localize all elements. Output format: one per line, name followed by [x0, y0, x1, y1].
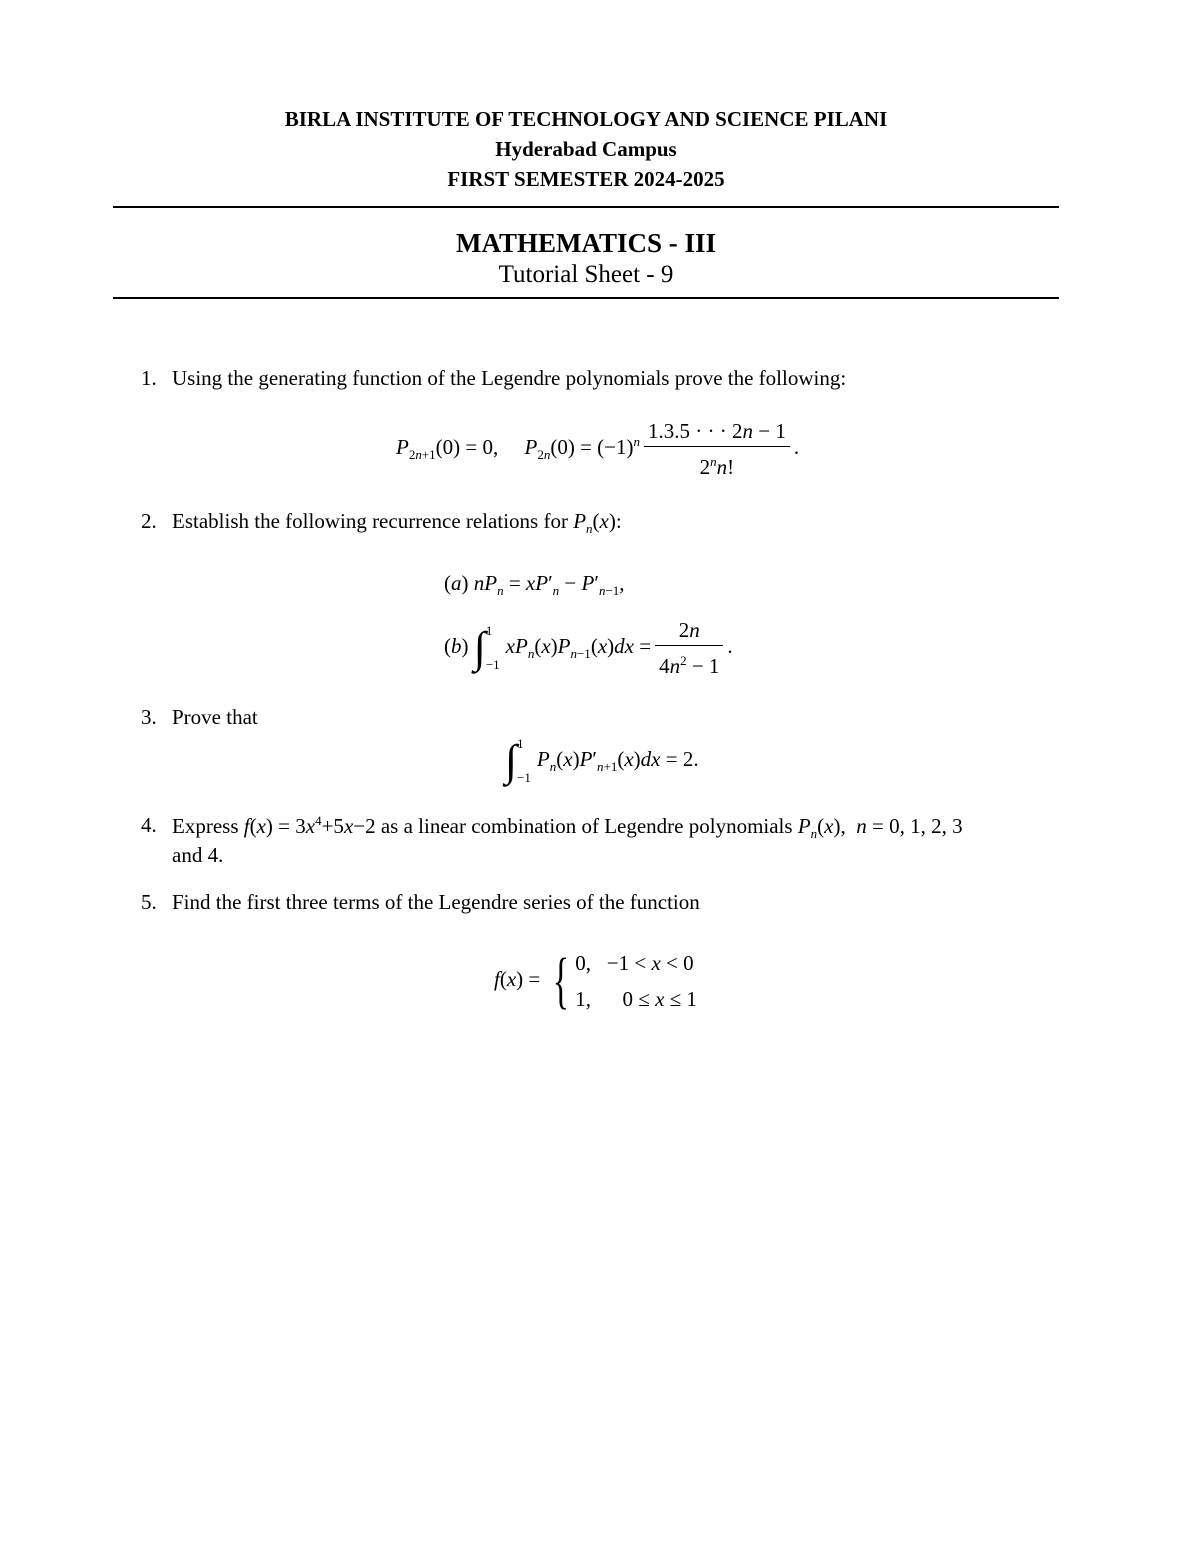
question-1-equation: $P_{2n+1}(0) = 0$, $P_{2n}(0) = (-1)^n$ $\frac{1.3.5 \cdot \cdot \cdot 2n - 1}{2^nn!}$ . [396, 419, 800, 479]
question-text: Find the first three terms of the Legendre series of the function [172, 890, 700, 914]
institute-name: BIRLA INSTITUTE OF TECHNOLOGY AND SCIENCE PILANI [284, 107, 888, 131]
question-text-part-c: and 4. [172, 843, 224, 867]
question-number: 2. [141, 509, 157, 533]
campus-name: Hyderabad Campus [495, 137, 677, 161]
question-2a-equation: (a) $nP_n = xP'_n - P'_{n-1}$, [444, 571, 625, 599]
course-title: MATHEMATICS - III [455, 228, 717, 258]
question-text: Establish the following recurrence relations for [172, 509, 568, 533]
header-divider-bottom [113, 297, 1059, 299]
header-divider-top [113, 206, 1059, 208]
semester-label: FIRST SEMESTER 2024-2025 [447, 167, 725, 191]
title-block [113, 226, 1059, 290]
question-text-part-b: as a linear combination of Legendre polynomials [380, 814, 793, 838]
sheet-title: Tutorial Sheet - 9 [498, 261, 674, 288]
question-number: 4. [141, 813, 157, 837]
question-number: 3. [141, 705, 157, 729]
question-number: 5. [141, 890, 157, 914]
question-text: Prove that [172, 705, 258, 729]
piecewise-cases: 0, −1 < x < 0 1, 0 ≤ x ≤ 1 [575, 951, 697, 1011]
question-3-equation: ∫1 $-1P_n(x)P'_{n+1}(x)dx = 2$. [505, 736, 699, 785]
question-text: Using the generating function of the Legendre polynomials prove the following: [172, 366, 847, 390]
question-5-equation: f(x) = { 0, −1 < x < 0 1, 0 ≤ x ≤ 1 [494, 947, 697, 1015]
question-2b-equation: (b) ∫1 $-1xP_n(x)P_{n-1}(x)dx$ = $\frac{2n}{4n^2 - 1}$ . [444, 618, 733, 678]
question-text-wrap: Express $f(x) = 3x^4+5x-2$ as a linear combination of Legendre polynomials $P_n(x)$, n = 0, 1, 2, 3 [172, 813, 963, 842]
question-number: 1. [141, 366, 157, 390]
question-text-wrap: Establish the following recurrence relations for $P_n(x)$: [172, 509, 622, 537]
question-text-part-a: Express [172, 814, 239, 838]
document-header [113, 104, 1059, 194]
